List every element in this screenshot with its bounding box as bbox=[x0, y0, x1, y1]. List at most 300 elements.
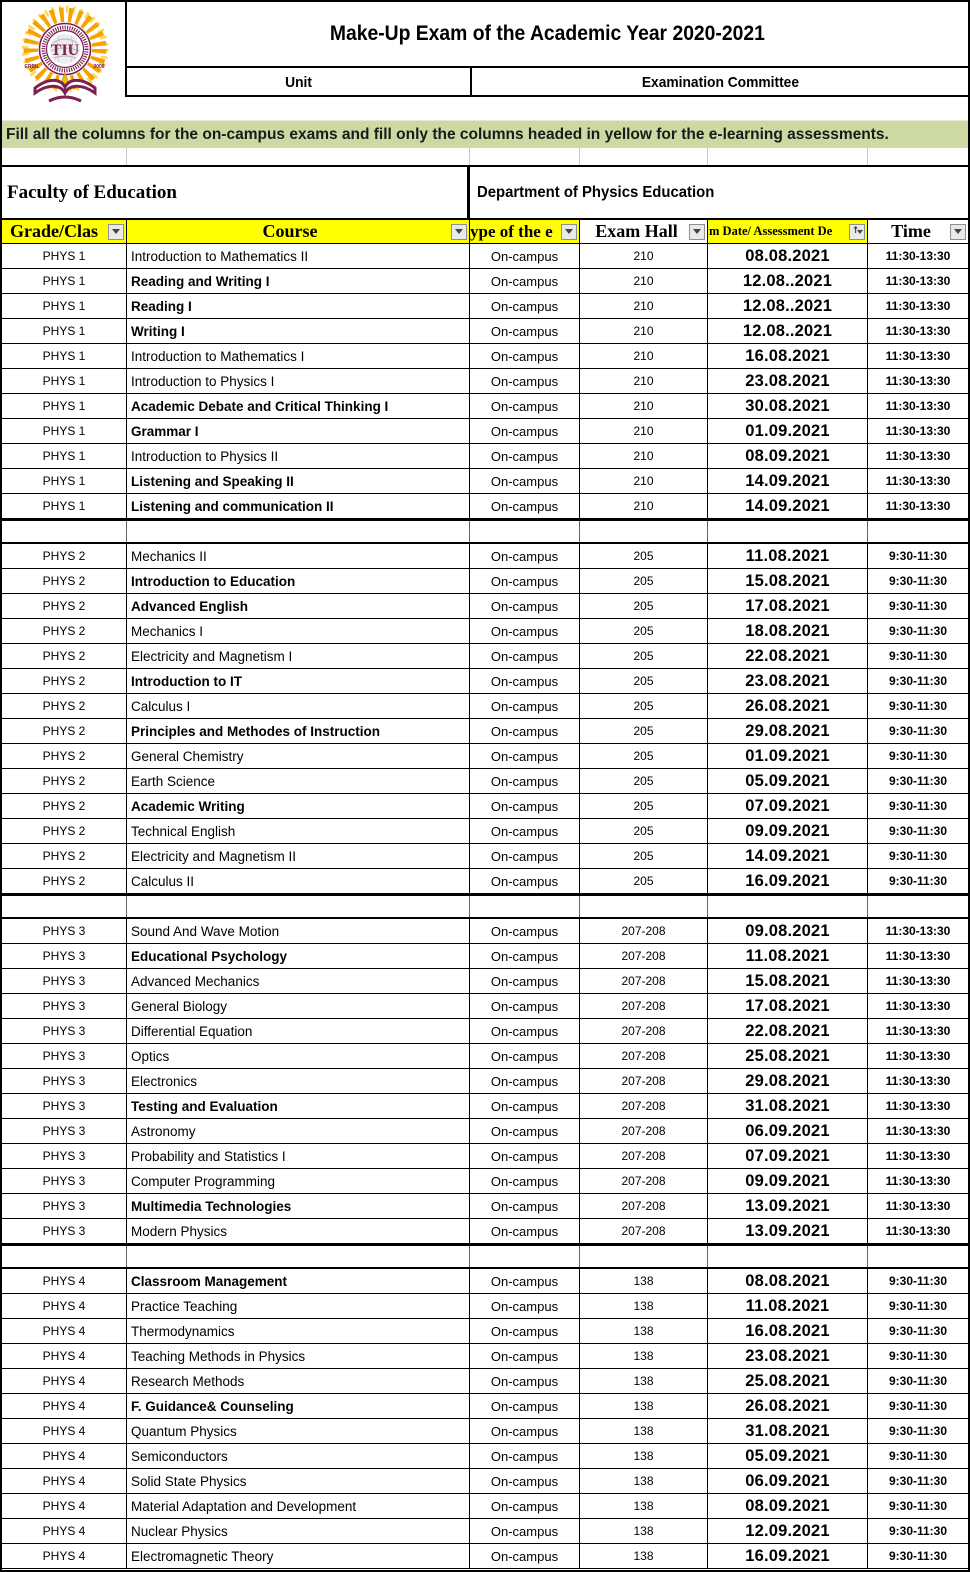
cell-course: Probability and Statistics I bbox=[127, 1144, 470, 1168]
cell-course: Grammar I bbox=[127, 419, 470, 443]
cell-course: Calculus I bbox=[127, 694, 470, 718]
table-row bbox=[2, 619, 968, 644]
cell-time: 11:30-13:30 bbox=[885, 499, 951, 513]
cell-exam-date: 29.08.2021 bbox=[708, 1069, 868, 1093]
table-row bbox=[2, 1269, 968, 1294]
cell-exam-type: On-campus bbox=[470, 1294, 580, 1318]
cell-exam-type: On-campus bbox=[470, 644, 580, 668]
cell-exam-date: 29.08.2021 bbox=[708, 719, 868, 743]
faculty-cell bbox=[2, 167, 470, 218]
cell-exam-type: On-campus bbox=[470, 769, 580, 793]
separator-cell bbox=[868, 521, 968, 542]
cell-exam-hall: 210 bbox=[580, 269, 708, 293]
cell-exam-hall: 207-208 bbox=[580, 919, 708, 943]
table-row bbox=[2, 1019, 968, 1044]
cell-exam-type: On-campus bbox=[470, 1269, 580, 1293]
cell-course: Thermodynamics bbox=[127, 1319, 470, 1343]
cell-exam-hall: 138 bbox=[580, 1269, 708, 1293]
cell-exam-hall: 138 bbox=[580, 1544, 708, 1568]
empty-cell bbox=[708, 148, 868, 165]
cell-exam-hall: 138 bbox=[580, 1494, 708, 1518]
cell-exam-date: 25.08.2021 bbox=[708, 1044, 868, 1068]
table-row bbox=[2, 1344, 968, 1369]
cell-exam-hall: 205 bbox=[580, 644, 708, 668]
cell-exam-hall: 138 bbox=[580, 1469, 708, 1493]
table-row bbox=[2, 419, 968, 444]
cell-exam-hall: 138 bbox=[580, 1369, 708, 1393]
cell-exam-date: 15.08.2021 bbox=[708, 969, 868, 993]
cell-exam-date: 16.08.2021 bbox=[708, 1319, 868, 1343]
separator-cell bbox=[2, 521, 127, 542]
cell-exam-hall: 210 bbox=[580, 394, 708, 418]
cell-time: 9:30-11:30 bbox=[888, 1274, 948, 1288]
cell-grade-class: PHYS 4 bbox=[2, 1369, 127, 1393]
cell-exam-type: On-campus bbox=[470, 1194, 580, 1218]
cell-grade-class: PHYS 2 bbox=[2, 719, 127, 743]
cell-exam-date: 26.08.2021 bbox=[708, 1394, 868, 1418]
cell-course: Writing I bbox=[127, 319, 470, 343]
cell-time: 11:30-13:30 bbox=[885, 249, 951, 263]
cell-exam-date: 14.09.2021 bbox=[708, 494, 868, 518]
cell-exam-hall: 210 bbox=[580, 369, 708, 393]
cell-grade-class: PHYS 4 bbox=[2, 1319, 127, 1343]
cell-course: Multimedia Technologies bbox=[127, 1194, 470, 1218]
cell-exam-date: 08.09.2021 bbox=[708, 444, 868, 468]
table-row bbox=[2, 944, 968, 969]
cell-exam-type: On-campus bbox=[470, 1469, 580, 1493]
cell-time: 11:30-13:30 bbox=[885, 424, 951, 438]
table-row bbox=[2, 594, 968, 619]
cell-course: Listening and Speaking II bbox=[127, 469, 470, 493]
cell-exam-hall: 210 bbox=[580, 469, 708, 493]
cell-grade-class: PHYS 3 bbox=[2, 1144, 127, 1168]
separator-cell bbox=[470, 521, 580, 542]
cell-exam-hall: 138 bbox=[580, 1319, 708, 1343]
cell-time: 9:30-11:30 bbox=[888, 824, 948, 838]
cell-time: 11:30-13:30 bbox=[885, 349, 951, 363]
svg-text:2008: 2008 bbox=[93, 64, 105, 70]
table-row bbox=[2, 644, 968, 669]
cell-grade-class: PHYS 1 bbox=[2, 294, 127, 318]
table-row bbox=[2, 1069, 968, 1094]
cell-course: Research Methods bbox=[127, 1369, 470, 1393]
cell-course: Introduction to Physics II bbox=[127, 444, 470, 468]
cell-exam-date: 13.09.2021 bbox=[708, 1219, 868, 1243]
cell-exam-hall: 205 bbox=[580, 594, 708, 618]
table-row bbox=[2, 1119, 968, 1144]
cell-grade-class: PHYS 1 bbox=[2, 494, 127, 518]
table-header-row bbox=[2, 220, 968, 244]
table-row bbox=[2, 819, 968, 844]
table-row bbox=[2, 344, 968, 369]
cell-course: Semiconductors bbox=[127, 1444, 470, 1468]
cell-exam-hall: 207-208 bbox=[580, 944, 708, 968]
cell-exam-type: On-campus bbox=[470, 1394, 580, 1418]
table-row bbox=[2, 969, 968, 994]
cell-course: Modern Physics bbox=[127, 1219, 470, 1243]
cell-exam-date: 16.08.2021 bbox=[708, 344, 868, 368]
cell-time: 9:30-11:30 bbox=[888, 1299, 948, 1313]
cell-grade-class: PHYS 4 bbox=[2, 1294, 127, 1318]
table-row bbox=[2, 319, 968, 344]
column-header-grade-class: Grade/Clas bbox=[2, 220, 127, 243]
cell-exam-type: On-campus bbox=[470, 369, 580, 393]
separator-cell bbox=[127, 521, 470, 542]
cell-exam-hall: 205 bbox=[580, 744, 708, 768]
cell-course: Electricity and Magnetism I bbox=[127, 644, 470, 668]
cell-exam-date: 13.09.2021 bbox=[708, 1194, 868, 1218]
separator-cell bbox=[127, 896, 470, 917]
table-row bbox=[2, 394, 968, 419]
cell-time: 11:30-13:30 bbox=[885, 1049, 951, 1063]
cell-exam-type: On-campus bbox=[470, 1144, 580, 1168]
cell-time: 11:30-13:30 bbox=[885, 949, 951, 963]
cell-time: 9:30-11:30 bbox=[888, 649, 948, 663]
cell-exam-date: 08.08.2021 bbox=[708, 1269, 868, 1293]
table-row bbox=[2, 444, 968, 469]
cell-course: Electromagnetic Theory bbox=[127, 1544, 470, 1568]
cell-exam-date: 23.08.2021 bbox=[708, 669, 868, 693]
table-row bbox=[2, 1394, 968, 1419]
cell-course: General Chemistry bbox=[127, 744, 470, 768]
cell-exam-type: On-campus bbox=[470, 569, 580, 593]
cell-time: 11:30-13:30 bbox=[885, 449, 951, 463]
cell-exam-type: On-campus bbox=[470, 494, 580, 518]
cell-course: Technical English bbox=[127, 819, 470, 843]
cell-time: 9:30-11:30 bbox=[888, 699, 948, 713]
column-header-exam-date: m Date/ Assessment De ↑ bbox=[708, 220, 868, 243]
table-row bbox=[2, 369, 968, 394]
cell-exam-date: 07.09.2021 bbox=[708, 1144, 868, 1168]
cell-time: 9:30-11:30 bbox=[888, 1424, 948, 1438]
table-row bbox=[2, 494, 968, 519]
cell-grade-class: PHYS 3 bbox=[2, 944, 127, 968]
cell-course: Solid State Physics bbox=[127, 1469, 470, 1493]
cell-time: 11:30-13:30 bbox=[885, 399, 951, 413]
cell-exam-date: 25.08.2021 bbox=[708, 1369, 868, 1393]
separator-cell bbox=[470, 1246, 580, 1267]
cell-exam-hall: 210 bbox=[580, 494, 708, 518]
cell-exam-type: On-campus bbox=[470, 869, 580, 893]
table-row bbox=[2, 1044, 968, 1069]
cell-exam-date: 31.08.2021 bbox=[708, 1094, 868, 1118]
cell-course: Electronics bbox=[127, 1069, 470, 1093]
examination-committee-label: Examination Committee bbox=[641, 74, 799, 91]
cell-time: 11:30-13:30 bbox=[885, 974, 951, 988]
cell-exam-hall: 207-208 bbox=[580, 1019, 708, 1043]
cell-exam-type: On-campus bbox=[470, 394, 580, 418]
cell-exam-hall: 138 bbox=[580, 1444, 708, 1468]
filter-dropdown-grade-class[interactable] bbox=[108, 224, 124, 240]
column-header-time: Time bbox=[868, 220, 968, 243]
cell-grade-class: PHYS 1 bbox=[2, 269, 127, 293]
table-row bbox=[2, 1519, 968, 1544]
column-header-exam-hall: Exam Hall bbox=[580, 220, 708, 243]
cell-exam-hall: 138 bbox=[580, 1519, 708, 1543]
cell-exam-date: 12.08..2021 bbox=[708, 269, 868, 293]
column-header-course: Course bbox=[127, 220, 470, 243]
cell-time: 9:30-11:30 bbox=[888, 849, 948, 863]
cell-exam-type: On-campus bbox=[470, 1369, 580, 1393]
cell-time: 11:30-13:30 bbox=[885, 1224, 951, 1238]
cell-grade-class: PHYS 2 bbox=[2, 819, 127, 843]
cell-exam-hall: 207-208 bbox=[580, 1169, 708, 1193]
cell-exam-hall: 205 bbox=[580, 844, 708, 868]
cell-time: 11:30-13:30 bbox=[885, 1174, 951, 1188]
table-row bbox=[2, 1294, 968, 1319]
department-cell bbox=[470, 167, 968, 218]
filter-dropdown-time[interactable] bbox=[950, 224, 966, 240]
cell-exam-hall: 205 bbox=[580, 794, 708, 818]
cell-exam-hall: 205 bbox=[580, 819, 708, 843]
cell-exam-date: 05.09.2021 bbox=[708, 1444, 868, 1468]
cell-grade-class: PHYS 2 bbox=[2, 569, 127, 593]
cell-exam-hall: 138 bbox=[580, 1419, 708, 1443]
cell-grade-class: PHYS 3 bbox=[2, 1219, 127, 1243]
table-row bbox=[2, 669, 968, 694]
cell-grade-class: PHYS 3 bbox=[2, 969, 127, 993]
cell-exam-date: 18.08.2021 bbox=[708, 619, 868, 643]
table-row bbox=[2, 1469, 968, 1494]
cell-course: Introduction to Education bbox=[127, 569, 470, 593]
cell-course: Quantum Physics bbox=[127, 1419, 470, 1443]
cell-course: Classroom Management bbox=[127, 1269, 470, 1293]
cell-time: 11:30-13:30 bbox=[885, 474, 951, 488]
cell-exam-type: On-campus bbox=[470, 1494, 580, 1518]
cell-time: 9:30-11:30 bbox=[888, 1524, 948, 1538]
cell-exam-type: On-campus bbox=[470, 944, 580, 968]
cell-exam-date: 22.08.2021 bbox=[708, 644, 868, 668]
cell-exam-date: 12.08..2021 bbox=[708, 294, 868, 318]
cell-grade-class: PHYS 4 bbox=[2, 1519, 127, 1543]
cell-time: 9:30-11:30 bbox=[888, 674, 948, 688]
cell-grade-class: PHYS 2 bbox=[2, 594, 127, 618]
cell-exam-date: 17.08.2021 bbox=[708, 994, 868, 1018]
cell-course: Principles and Methodes of Instruction bbox=[127, 719, 470, 743]
table-row bbox=[2, 744, 968, 769]
cell-time: 11:30-13:30 bbox=[885, 1024, 951, 1038]
cell-time: 11:30-13:30 bbox=[885, 1149, 951, 1163]
cell-time: 9:30-11:30 bbox=[888, 1449, 948, 1463]
table-row bbox=[2, 1494, 968, 1519]
cell-exam-date: 09.08.2021 bbox=[708, 919, 868, 943]
cell-time: 9:30-11:30 bbox=[888, 1349, 948, 1363]
cell-exam-type: On-campus bbox=[470, 819, 580, 843]
empty-cell bbox=[580, 148, 708, 165]
empty-cell bbox=[2, 148, 127, 165]
empty-cell bbox=[127, 148, 470, 165]
cell-exam-date: 06.09.2021 bbox=[708, 1119, 868, 1143]
cell-grade-class: PHYS 2 bbox=[2, 769, 127, 793]
cell-time: 9:30-11:30 bbox=[888, 574, 948, 588]
cell-grade-class: PHYS 1 bbox=[2, 444, 127, 468]
cell-grade-class: PHYS 2 bbox=[2, 694, 127, 718]
cell-exam-date: 30.08.2021 bbox=[708, 394, 868, 418]
cell-course: Differential Equation bbox=[127, 1019, 470, 1043]
column-header-exam-type: ype of the e bbox=[470, 220, 580, 243]
filter-dropdown-exam-date-sorted[interactable]: ↑ bbox=[849, 224, 865, 240]
separator-row bbox=[2, 894, 968, 919]
empty-cell bbox=[868, 148, 968, 165]
title-cell bbox=[127, 2, 968, 68]
cell-exam-type: On-campus bbox=[470, 294, 580, 318]
cell-exam-type: On-campus bbox=[470, 469, 580, 493]
cell-grade-class: PHYS 1 bbox=[2, 419, 127, 443]
cell-grade-class: PHYS 4 bbox=[2, 1494, 127, 1518]
separator-cell bbox=[708, 1246, 868, 1267]
table-row bbox=[2, 569, 968, 594]
cell-grade-class: PHYS 4 bbox=[2, 1419, 127, 1443]
cell-course: Nuclear Physics bbox=[127, 1519, 470, 1543]
cell-exam-hall: 210 bbox=[580, 244, 708, 268]
cell-course: Advanced English bbox=[127, 594, 470, 618]
separator-cell bbox=[2, 896, 127, 917]
cell-grade-class: PHYS 4 bbox=[2, 1469, 127, 1493]
notice-banner: Fill all the columns for the on-campus exams and fill only the columns headed in yellow for the e-learning assessments. bbox=[2, 120, 968, 148]
cell-exam-date: 06.09.2021 bbox=[708, 1469, 868, 1493]
separator-cell bbox=[2, 1246, 127, 1267]
cell-grade-class: PHYS 1 bbox=[2, 394, 127, 418]
cell-course: Optics bbox=[127, 1044, 470, 1068]
separator-cell bbox=[580, 1246, 708, 1267]
cell-grade-class: PHYS 4 bbox=[2, 1394, 127, 1418]
svg-text:TIU: TIU bbox=[50, 42, 80, 59]
cell-exam-type: On-campus bbox=[470, 994, 580, 1018]
cell-exam-hall: 210 bbox=[580, 319, 708, 343]
cell-exam-hall: 210 bbox=[580, 444, 708, 468]
separator-cell bbox=[868, 896, 968, 917]
cell-time: 9:30-11:30 bbox=[888, 874, 948, 888]
empty-cell bbox=[470, 148, 580, 165]
cell-exam-type: On-campus bbox=[470, 1419, 580, 1443]
cell-exam-type: On-campus bbox=[470, 1444, 580, 1468]
table-row bbox=[2, 769, 968, 794]
cell-exam-date: 17.08.2021 bbox=[708, 594, 868, 618]
tiu-logo-graphic bbox=[9, 5, 121, 109]
cell-grade-class: PHYS 2 bbox=[2, 869, 127, 893]
cell-time: 11:30-13:30 bbox=[885, 299, 951, 313]
cell-exam-type: On-campus bbox=[470, 719, 580, 743]
table-row bbox=[2, 919, 968, 944]
cell-course: Electricity and Magnetism II bbox=[127, 844, 470, 868]
cell-course: Earth Science bbox=[127, 769, 470, 793]
cell-exam-hall: 138 bbox=[580, 1294, 708, 1318]
separator-row bbox=[2, 519, 968, 544]
cell-exam-hall: 210 bbox=[580, 419, 708, 443]
cell-course: Calculus II bbox=[127, 869, 470, 893]
cell-course: Mechanics I bbox=[127, 619, 470, 643]
separator-cell bbox=[470, 896, 580, 917]
cell-exam-date: 23.08.2021 bbox=[708, 1344, 868, 1368]
separator-cell bbox=[868, 1246, 968, 1267]
cell-course: Reading I bbox=[127, 294, 470, 318]
table-row bbox=[2, 1219, 968, 1244]
cell-exam-hall: 207-208 bbox=[580, 1194, 708, 1218]
cell-grade-class: PHYS 3 bbox=[2, 1044, 127, 1068]
table-row bbox=[2, 1369, 968, 1394]
cell-exam-hall: 205 bbox=[580, 544, 708, 568]
table-row bbox=[2, 1319, 968, 1344]
cell-exam-hall: 205 bbox=[580, 694, 708, 718]
cell-grade-class: PHYS 2 bbox=[2, 544, 127, 568]
cell-grade-class: PHYS 4 bbox=[2, 1269, 127, 1293]
separator-cell bbox=[708, 521, 868, 542]
cell-exam-hall: 207-208 bbox=[580, 994, 708, 1018]
cell-exam-date: 07.09.2021 bbox=[708, 794, 868, 818]
cell-grade-class: PHYS 1 bbox=[2, 319, 127, 343]
cell-exam-type: On-campus bbox=[470, 1119, 580, 1143]
filter-dropdown-exam-type[interactable] bbox=[561, 224, 577, 240]
cell-course: Teaching Methods in Physics bbox=[127, 1344, 470, 1368]
cell-exam-hall: 138 bbox=[580, 1344, 708, 1368]
cell-time: 11:30-13:30 bbox=[885, 374, 951, 388]
cell-time: 9:30-11:30 bbox=[888, 1499, 948, 1513]
cell-exam-type: On-campus bbox=[470, 1019, 580, 1043]
cell-course: Material Adaptation and Development bbox=[127, 1494, 470, 1518]
cell-exam-hall: 205 bbox=[580, 769, 708, 793]
table-row bbox=[2, 294, 968, 319]
cell-grade-class: PHYS 3 bbox=[2, 1094, 127, 1118]
cell-time: 11:30-13:30 bbox=[885, 274, 951, 288]
filter-dropdown-exam-hall[interactable] bbox=[689, 224, 705, 240]
filter-dropdown-course[interactable] bbox=[451, 224, 467, 240]
table-row bbox=[2, 1419, 968, 1444]
cell-exam-type: On-campus bbox=[470, 344, 580, 368]
cell-exam-type: On-campus bbox=[470, 1519, 580, 1543]
cell-grade-class: PHYS 4 bbox=[2, 1544, 127, 1568]
cell-exam-hall: 205 bbox=[580, 719, 708, 743]
cell-exam-hall: 207-208 bbox=[580, 1219, 708, 1243]
table-row bbox=[2, 1544, 968, 1569]
cell-exam-date: 11.08.2021 bbox=[708, 544, 868, 568]
cell-exam-type: On-campus bbox=[470, 269, 580, 293]
cell-time: 9:30-11:30 bbox=[888, 1374, 948, 1388]
cell-time: 9:30-11:30 bbox=[888, 549, 948, 563]
cell-time: 9:30-11:30 bbox=[888, 799, 948, 813]
cell-course: Testing and Evaluation bbox=[127, 1094, 470, 1118]
cell-exam-date: 09.09.2021 bbox=[708, 1169, 868, 1193]
cell-exam-type: On-campus bbox=[470, 594, 580, 618]
cell-exam-type: On-campus bbox=[470, 919, 580, 943]
cell-exam-date: 01.09.2021 bbox=[708, 419, 868, 443]
cell-exam-date: 16.09.2021 bbox=[708, 1544, 868, 1568]
cell-course: Advanced Mechanics bbox=[127, 969, 470, 993]
separator-cell bbox=[127, 1246, 470, 1267]
cell-grade-class: PHYS 3 bbox=[2, 1194, 127, 1218]
cell-course: Astronomy bbox=[127, 1119, 470, 1143]
cell-course: Educational Psychology bbox=[127, 944, 470, 968]
cell-exam-hall: 210 bbox=[580, 344, 708, 368]
cell-course: Academic Writing bbox=[127, 794, 470, 818]
cell-exam-type: On-campus bbox=[470, 1344, 580, 1368]
page-title: Make-Up Exam of the Academic Year 2020-2021 bbox=[330, 22, 765, 45]
faculty-label: Faculty of Education bbox=[7, 181, 177, 203]
cell-time: 9:30-11:30 bbox=[888, 749, 948, 763]
table-body bbox=[2, 244, 968, 1569]
cell-grade-class: PHYS 1 bbox=[2, 344, 127, 368]
cell-exam-type: On-campus bbox=[470, 844, 580, 868]
unit-label: Unit bbox=[285, 74, 312, 91]
cell-time: 11:30-13:30 bbox=[885, 324, 951, 338]
cell-course: Introduction to Mathematics II bbox=[127, 244, 470, 268]
cell-exam-type: On-campus bbox=[470, 1544, 580, 1568]
cell-grade-class: PHYS 3 bbox=[2, 1069, 127, 1093]
cell-exam-type: On-campus bbox=[470, 619, 580, 643]
cell-grade-class: PHYS 1 bbox=[2, 369, 127, 393]
cell-exam-date: 16.09.2021 bbox=[708, 869, 868, 893]
cell-grade-class: PHYS 2 bbox=[2, 744, 127, 768]
cell-time: 9:30-11:30 bbox=[888, 1324, 948, 1338]
